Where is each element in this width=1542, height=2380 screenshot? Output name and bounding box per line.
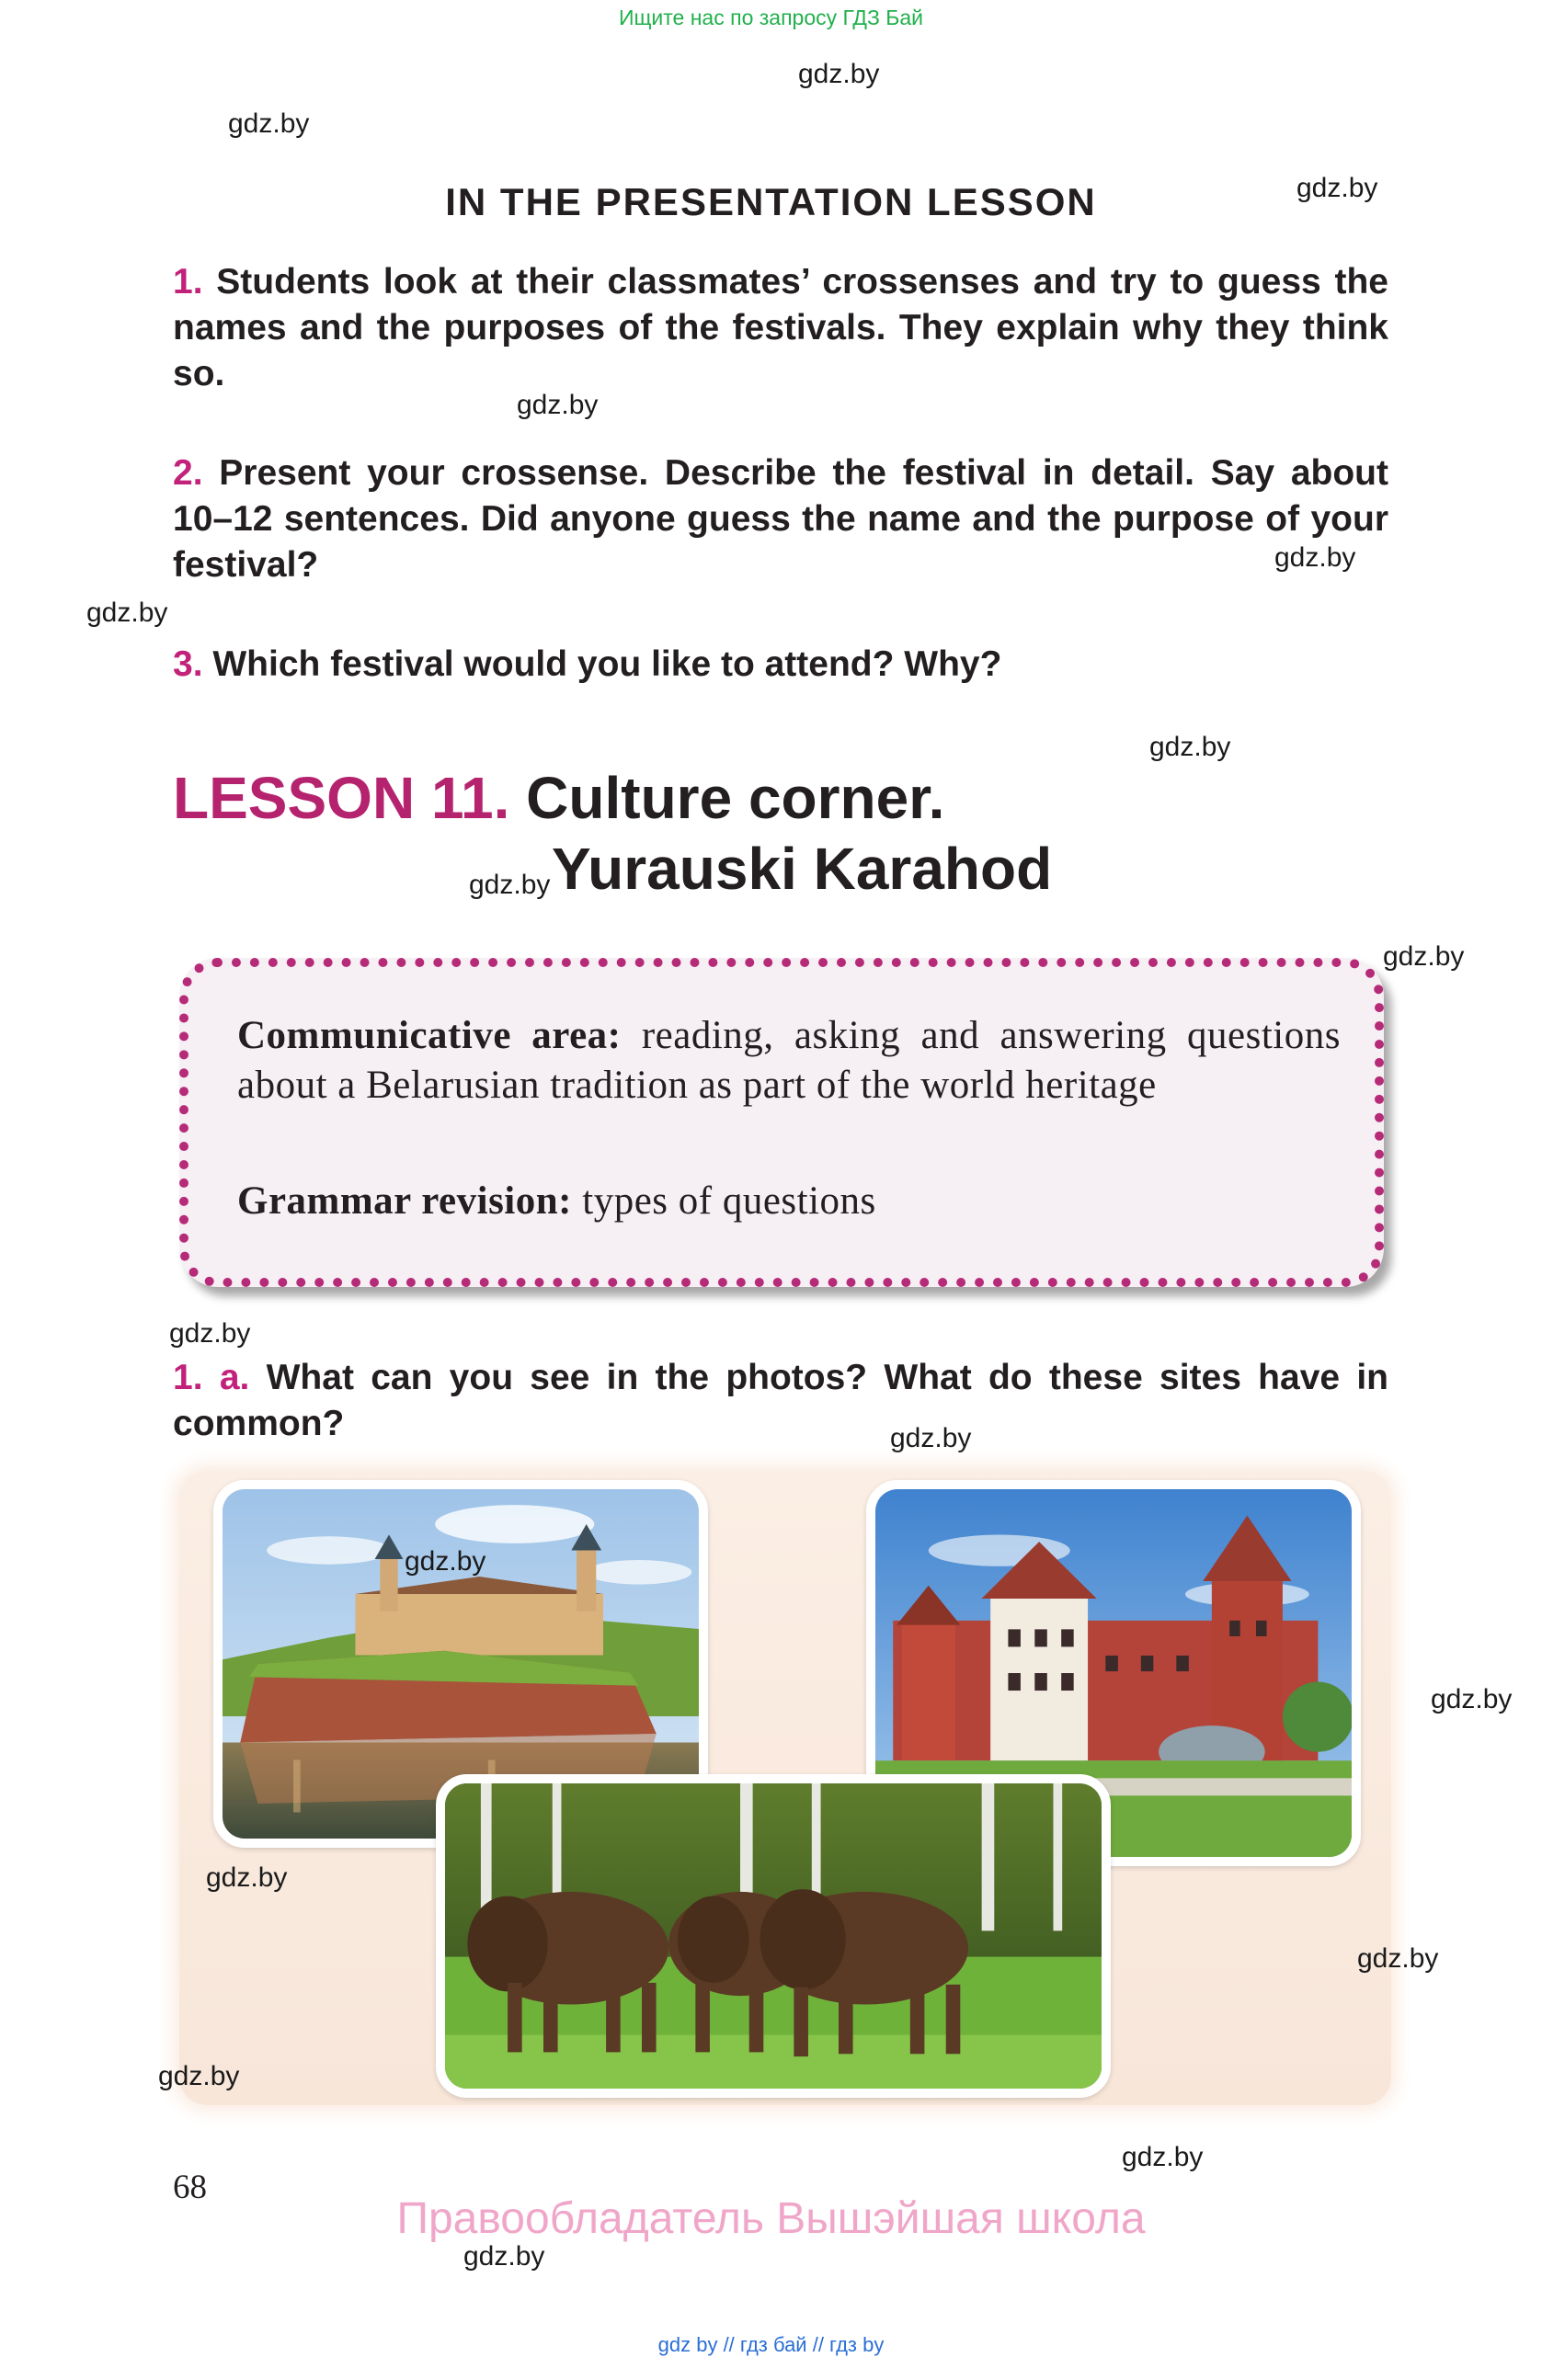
task-3 — [173, 642, 1388, 688]
task-text: Present your crossense. Describe the festival in detail. Say about 10–12 sentences. Did anyone guess the name and the purpose of your festival? — [173, 453, 1388, 585]
communicative-area — [237, 1011, 1341, 1110]
watermark: gdz.by — [469, 870, 551, 900]
exercise-subletter: a. — [219, 1358, 250, 1397]
task-number: 3. — [173, 644, 203, 684]
bison-photo — [436, 1774, 1111, 2098]
watermark: gdz.by — [1122, 2142, 1204, 2172]
watermark: gdz.by — [798, 59, 880, 89]
watermark: gdz.by — [1431, 1684, 1513, 1714]
lesson-number: LESSON 11. — [173, 765, 510, 831]
watermark: gdz.by — [1149, 732, 1231, 762]
top-search-link[interactable]: Ищите нас по запросу ГДЗ Бай — [618, 6, 924, 29]
section-heading: IN THE PRESENTATION LESSON — [445, 180, 1097, 223]
watermark: gdz.by — [405, 1546, 486, 1577]
task-1 — [173, 259, 1388, 397]
lesson-title — [173, 763, 944, 833]
exercise-1a — [173, 1355, 1388, 1447]
watermark: gdz.by — [1357, 1943, 1439, 1974]
grammar-revision — [237, 1177, 1341, 1226]
task-2 — [173, 450, 1388, 588]
watermark: gdz.by — [169, 1318, 251, 1349]
communicative-area-text: reading, asking and answering questions about a Belarusian tradition as part of the world heritage — [237, 1014, 1341, 1107]
watermark: gdz.by — [1274, 542, 1356, 573]
watermark: gdz.by — [1383, 941, 1465, 972]
watermark: gdz.by — [463, 2241, 545, 2272]
exercise-text: What can you see in the photos? What do these sites have in common? — [173, 1358, 1389, 1443]
lesson-title-line1: Culture corner. — [526, 765, 945, 831]
grammar-revision-label: Grammar revision: — [237, 1179, 572, 1223]
watermark: gdz.by — [1296, 173, 1378, 203]
task-number: 1. — [173, 262, 203, 302]
watermark: gdz.by — [517, 390, 599, 420]
watermark: gdz.by — [228, 108, 310, 139]
watermark: gdz.by — [86, 598, 168, 628]
communicative-area-label: Communicative area: — [237, 1014, 622, 1057]
watermark: gdz.by — [206, 1862, 288, 1893]
footer-links[interactable]: gdz by // гдз бай // гдз by — [657, 2333, 885, 2356]
lesson-title-line2: Yurauski Karahod — [552, 836, 1053, 902]
task-number: 2. — [173, 453, 203, 493]
watermark: gdz.by — [158, 2061, 240, 2091]
task-text: Which festival would you like to attend? Why? — [212, 644, 1002, 684]
copyright-notice: Правообладатель Вышэйшая школа — [396, 2194, 1146, 2243]
watermark: gdz.by — [890, 1423, 972, 1453]
exercise-number: 1. — [173, 1358, 203, 1397]
task-text: Students look at their classmates’ crossenses and try to guess the names and the purposes of the festivals. They explain why they think so. — [173, 262, 1388, 393]
grammar-revision-text: types of questions — [582, 1179, 876, 1223]
page-number: 68 — [173, 2169, 207, 2206]
lesson-objectives-box — [179, 958, 1384, 1287]
